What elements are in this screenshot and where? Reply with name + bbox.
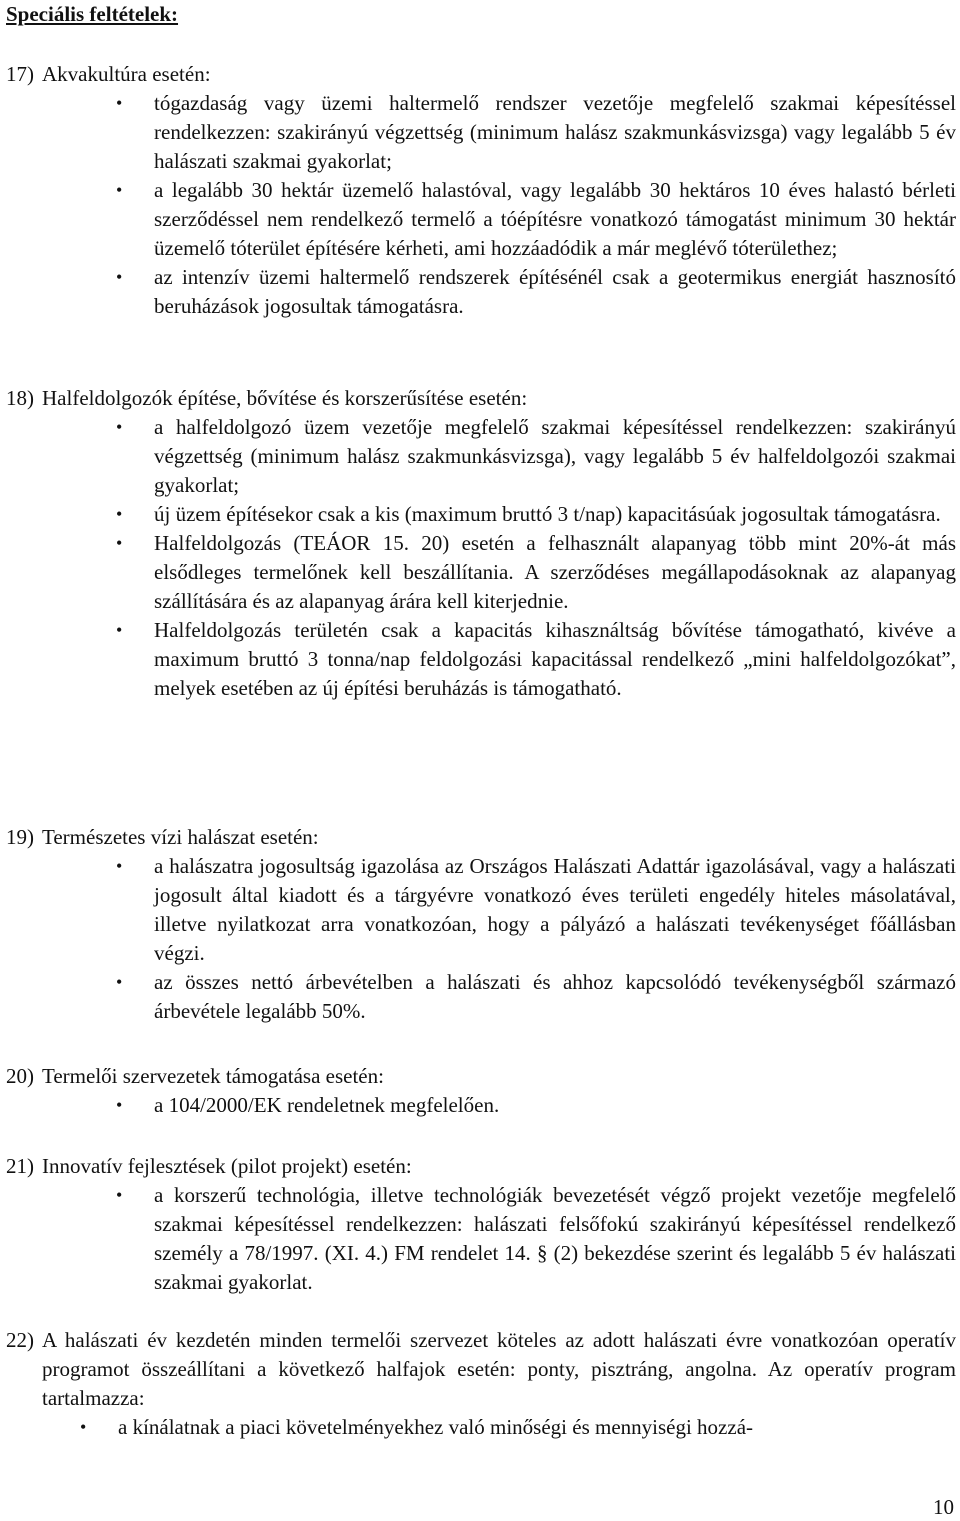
section-title: Akvakultúra esetén: [42,62,211,86]
bullet-icon: • [116,1185,123,1205]
list-item [0,968,956,1026]
section-title: Innovatív fejlesztések (pilot projekt) esetén: [42,1154,412,1178]
section-header [0,1152,956,1181]
section-number: 21) [6,1154,34,1178]
list-item [0,89,956,176]
list-item [0,263,956,321]
list-item [0,500,956,529]
list-item [0,616,956,703]
section-number: 18) [6,386,34,410]
list-item [0,176,956,263]
bullet-icon: • [116,267,123,287]
bullet-icon: • [116,1095,123,1115]
section-header [0,823,956,852]
section-18 [0,384,960,703]
section-header [0,1326,956,1413]
section-title: A halászati év kezdetén minden termelői szervezet köteles az adott halászati évre vonatkozóan operatív programot összeállítani a következő halfajok esetén: ponty, pisztráng, angolna. Az operatív program tartalmazza: [42,1328,956,1410]
bullet-icon: • [116,417,123,437]
list-item [0,852,956,968]
bullet-list [0,1091,960,1120]
bullet-icon: • [116,972,123,992]
list-item [0,1091,956,1120]
bullet-list [0,1181,960,1297]
section-title: Halfeldolgozók építése, bővítése és korszerűsítése esetén: [42,386,528,410]
bullet-list [0,89,960,321]
section-22 [0,1326,960,1442]
list-item-text: Halfeldolgozás (TEÁOR 15. 20) esetén a felhasznált alapanyag több mint 20%-át más elsődleges termelőnek kell beszállítania. A szerződéses megállapodásoknak az alapanyag szállítására és az alapanyag árára kell kiterjednie. [154,531,956,613]
section-title: Termelői szervezetek támogatása esetén: [42,1064,384,1088]
bullet-list [0,1413,960,1442]
list-item-text: tógazdaság vagy üzemi haltermelő rendszer vezetője megfelelő szakmai képesítéssel rendelkezzen: szakirányú végzettség (minimum halász szakmunkásvizsga) vagy legalább 5 év halászati szakmai gyakorlat; [154,91,956,173]
list-item-text: a kínálatnak a piaci követelményekhez való minőségi és mennyiségi hozzá- [118,1415,754,1439]
list-item-text: új üzem építésekor csak a kis (maximum bruttó 3 t/nap) kapacitásúak jogosultak támogatásra. [154,502,941,526]
list-item-text: a halászatra jogosultság igazolása az Országos Halászati Adattár igazolásával, vagy a halászati jogosult által kiadott és a tárgyévre vonatkozó éves területi engedély hiteles másolatával, illetve nyilatkozat arra vonatkozóan, hogy a pályázó a halászati tevékenységet főállásban végzi. [154,854,956,965]
bullet-icon: • [116,533,123,553]
section-header [0,384,956,413]
section-header [0,1062,956,1091]
list-item-text: az összes nettó árbevételben a halászati és ahhoz kapcsolódó tevékenységből származó árbevétele legalább 50%. [154,970,956,1023]
section-number: 19) [6,825,34,849]
section-number: 17) [6,62,34,86]
bullet-icon: • [116,93,123,113]
section-number: 20) [6,1064,34,1088]
section-17 [0,60,960,321]
bullet-icon: • [116,180,123,200]
section-title: Természetes vízi halászat esetén: [42,825,319,849]
list-item-text: a halfeldolgozó üzem vezetője megfelelő szakmai képesítéssel rendelkezzen: szakirányú végzettség (minimum halász szakmunkásvizsga), vagy legalább 5 év halfeldolgozói szakmai gyakorlat; [154,415,956,497]
page-number: 10 [933,1495,954,1519]
list-item-text: a legalább 30 hektár üzemelő halastóval, vagy legalább 30 hektáros 10 éves halastó bérleti szerződéssel nem rendelkező termelő a tóépítésre vonatkozó támogatást minimum 30 hektár üzemelő tóterület építésére kérheti, ami hozzáadódik a már meglévő tóterülethez; [154,178,956,260]
bullet-list [0,852,960,1026]
bullet-icon: • [80,1417,87,1437]
section-21 [0,1152,960,1297]
bullet-icon: • [116,856,123,876]
list-item-text: a 104/2000/EK rendeletnek megfelelően. [154,1093,500,1117]
section-19 [0,823,960,1026]
list-item [0,529,956,616]
list-item-text: Halfeldolgozás területén csak a kapacitás kihasználtság bővítése támogatható, kivéve a maximum bruttó 3 tonna/nap feldolgozási kapacitással rendelkező „mini halfeldolgozókat”, melyek esetében az új építési beruházás is támogatható. [154,618,956,700]
list-item-text: a korszerű technológia, illetve technológiák bevezetését végző projekt vezetője megfelelő szakmai képesítéssel rendelkezzen: halászati felsőfokú szakirányú képesítéssel rendelkező személy a 78/1997. (XI. 4.) FM rendelet 14. § (2) bekezdése szerint és legalább 5 év halászati szakmai gyakorlat. [154,1183,956,1294]
bullet-icon: • [116,504,123,524]
list-item [0,1413,956,1442]
section-20 [0,1062,960,1120]
section-header [0,60,956,89]
page-heading: Speciális feltételek: [6,2,179,26]
list-item [0,1181,956,1297]
bullet-list [0,413,960,703]
list-item [0,413,956,500]
bullet-icon: • [116,620,123,640]
section-number: 22) [6,1328,34,1352]
list-item-text: az intenzív üzemi haltermelő rendszerek építésénél csak a geotermikus energiát hasznosító beruházások jogosultak támogatásra. [154,265,956,318]
